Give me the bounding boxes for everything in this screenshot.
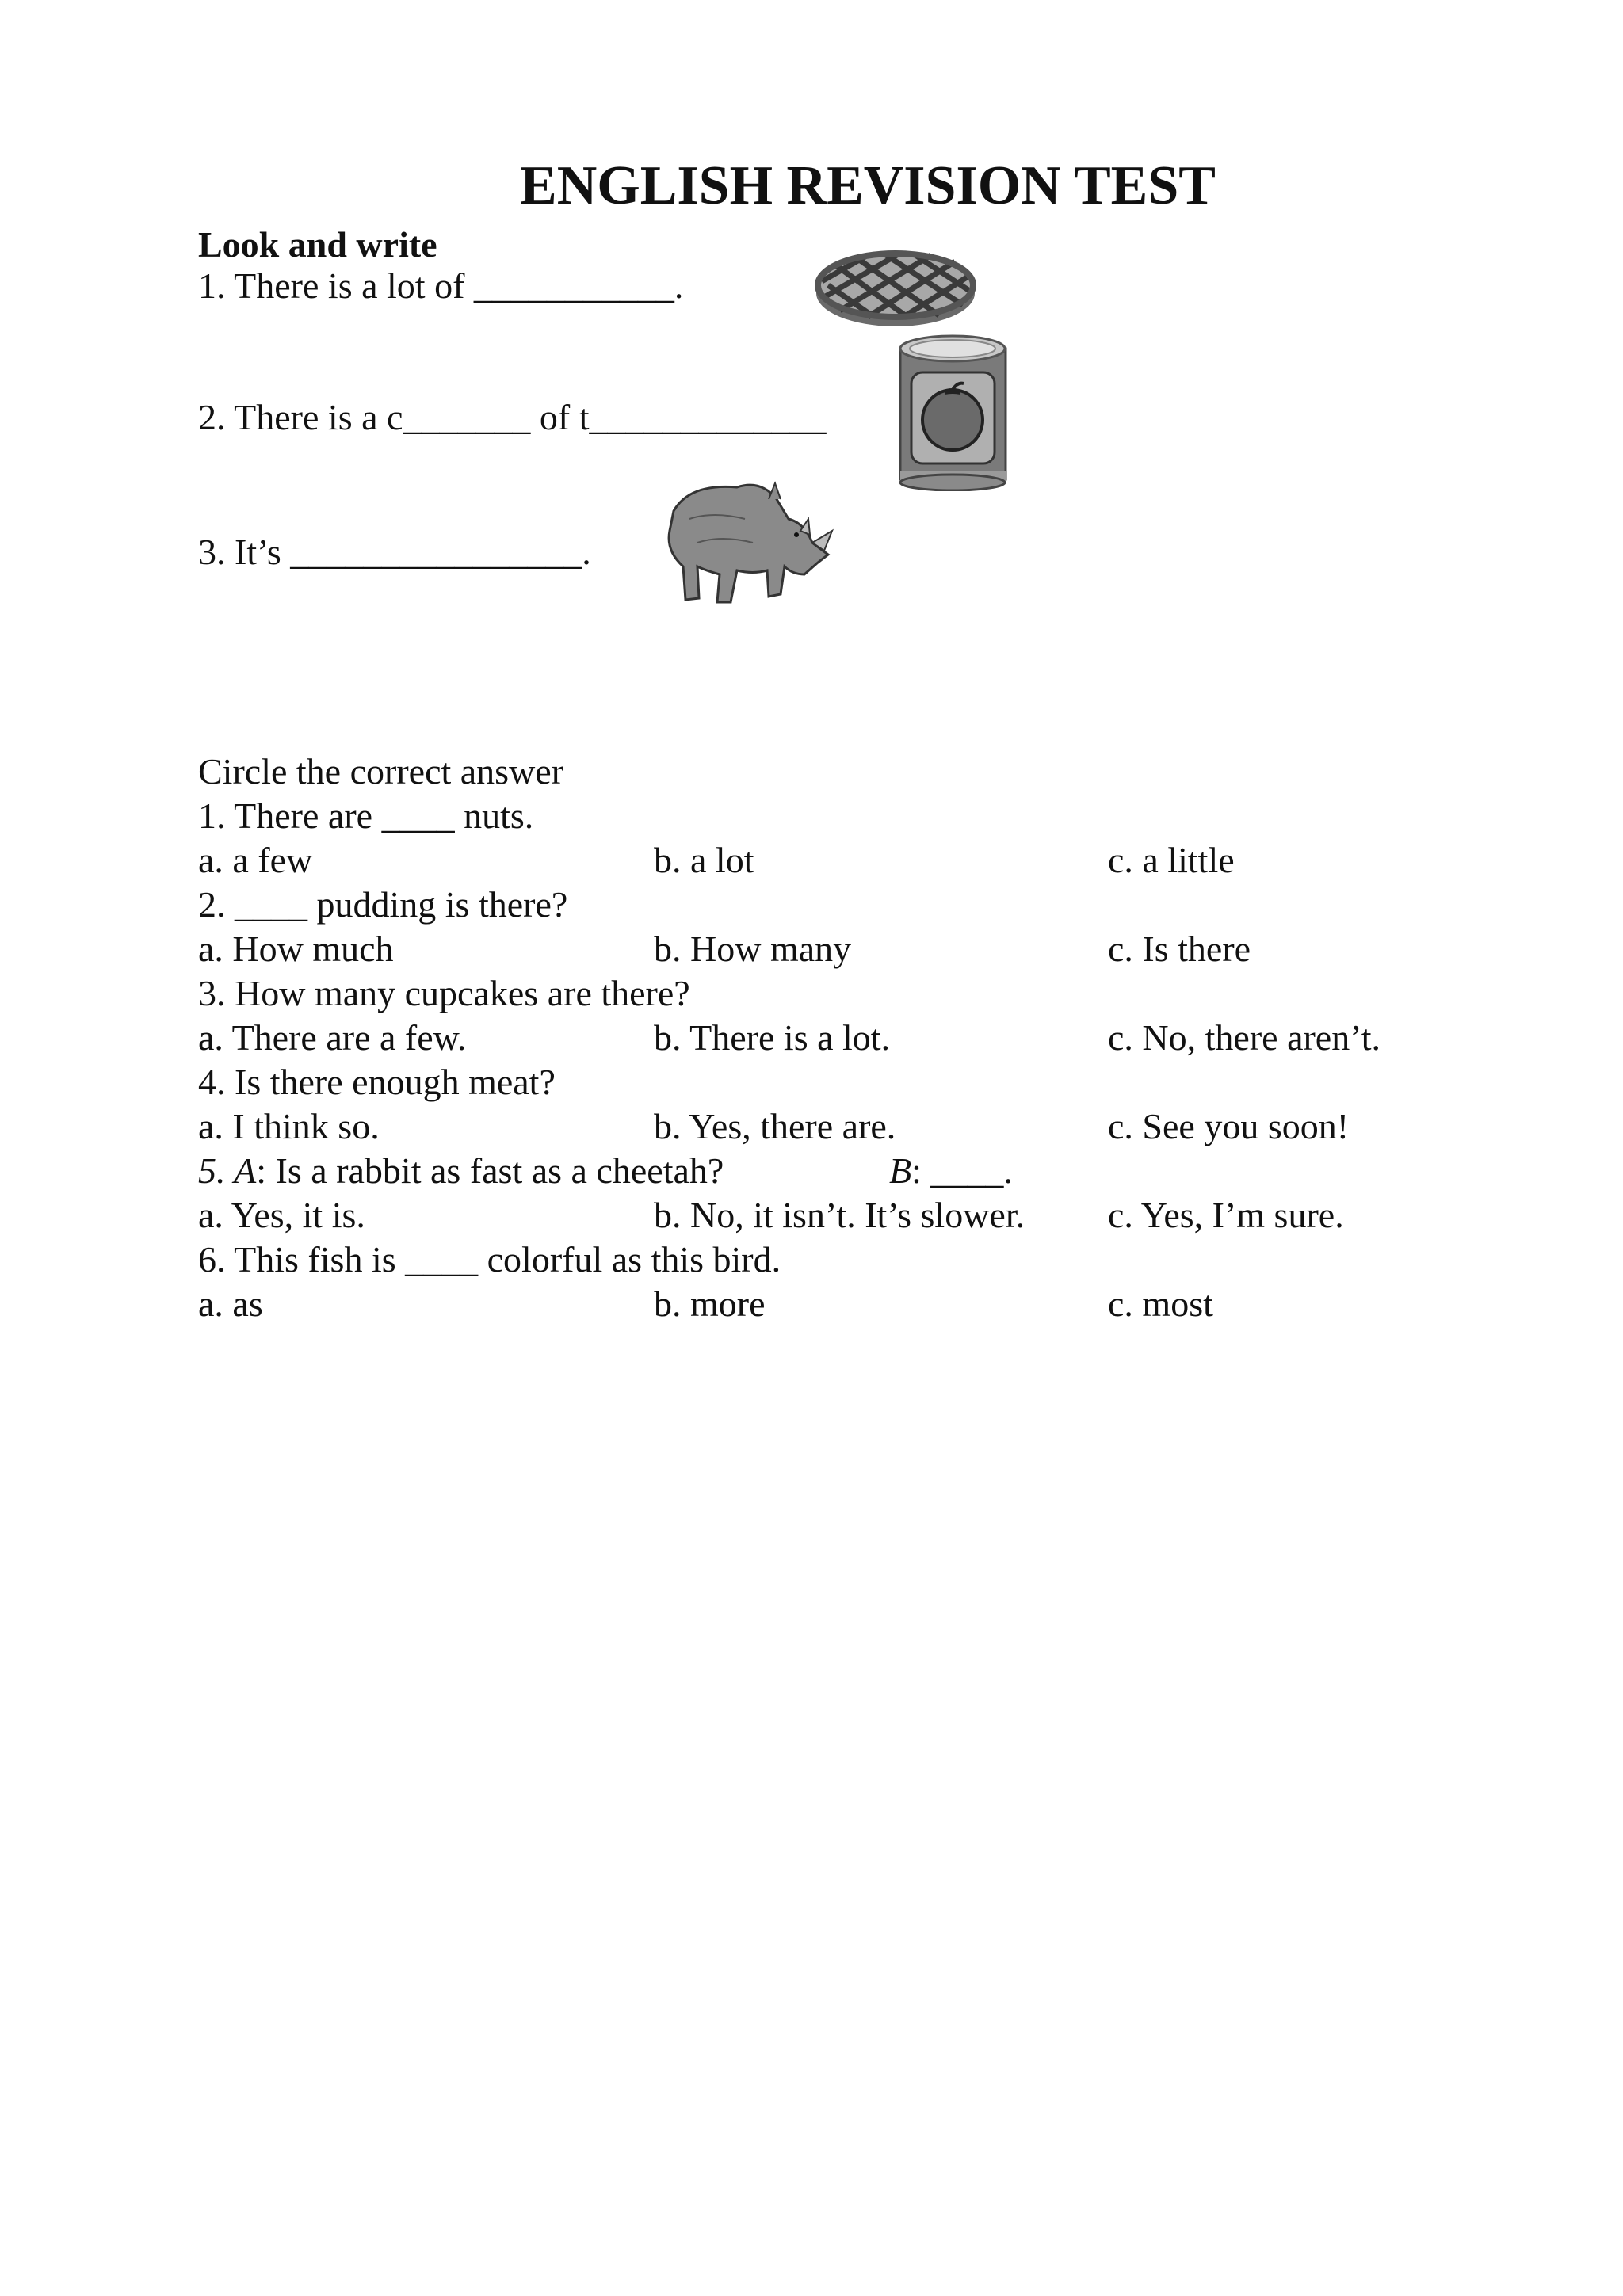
tomato-can-icon (896, 333, 1010, 491)
q4-option-b: b. Yes, there are. (654, 1106, 896, 1146)
q1-option-c: c. a little (1108, 840, 1235, 880)
q5-blank: : ____. (911, 1150, 1013, 1191)
page-title: ENGLISH REVISION TEST (520, 155, 1216, 216)
pie-icon (812, 238, 979, 333)
q5-option-c: c. Yes, I’m sure. (1108, 1195, 1344, 1235)
question-3: 3. How many cupcakes are there? (198, 973, 690, 1013)
q5-option-a: a. Yes, it is. (198, 1195, 365, 1235)
write-item-2: 2. There is a c_______ of t_____________ (198, 397, 827, 437)
question-5-response (889, 1150, 1013, 1192)
q5-text: : Is a rabbit as fast as a cheetah? (256, 1150, 724, 1191)
q5-speaker-b: B (889, 1150, 912, 1191)
question-1: 1. There are ____ nuts. (198, 795, 534, 836)
section-heading-look-and-write: Look and write (198, 224, 437, 265)
question-5 (198, 1150, 724, 1192)
q6-option-c: c. most (1108, 1283, 1213, 1324)
q5-speaker-a: A (234, 1150, 257, 1191)
q6-option-b: b. more (654, 1283, 766, 1324)
write-item-1: 1. There is a lot of ___________. (198, 265, 684, 306)
q2-option-b: b. How many (654, 929, 852, 969)
q3-option-c: c. No, there aren’t. (1108, 1017, 1381, 1058)
q4-option-c: c. See you soon! (1108, 1106, 1350, 1146)
q2-option-a: a. How much (198, 929, 394, 969)
question-4: 4. Is there enough meat? (198, 1062, 556, 1102)
q5-option-b: b. No, it isn’t. It’s slower. (654, 1195, 1025, 1235)
rhino-icon (642, 456, 840, 622)
q3-option-b: b. There is a lot. (654, 1017, 891, 1058)
write-item-3: 3. It’s ________________. (198, 532, 591, 572)
q6-option-a: a. as (198, 1283, 263, 1324)
question-2: 2. ____ pudding is there? (198, 884, 568, 925)
question-6: 6. This fish is ____ colorful as this bird. (198, 1239, 781, 1280)
section-heading-circle-answer: Circle the correct answer (198, 751, 564, 791)
q1-option-b: b. a lot (654, 840, 754, 880)
q4-option-a: a. I think so. (198, 1106, 380, 1146)
q3-option-a: a. There are a few. (198, 1017, 467, 1058)
q1-option-a: a. a few (198, 840, 313, 880)
q5-number: 5. (198, 1150, 235, 1191)
q2-option-c: c. Is there (1108, 929, 1251, 969)
